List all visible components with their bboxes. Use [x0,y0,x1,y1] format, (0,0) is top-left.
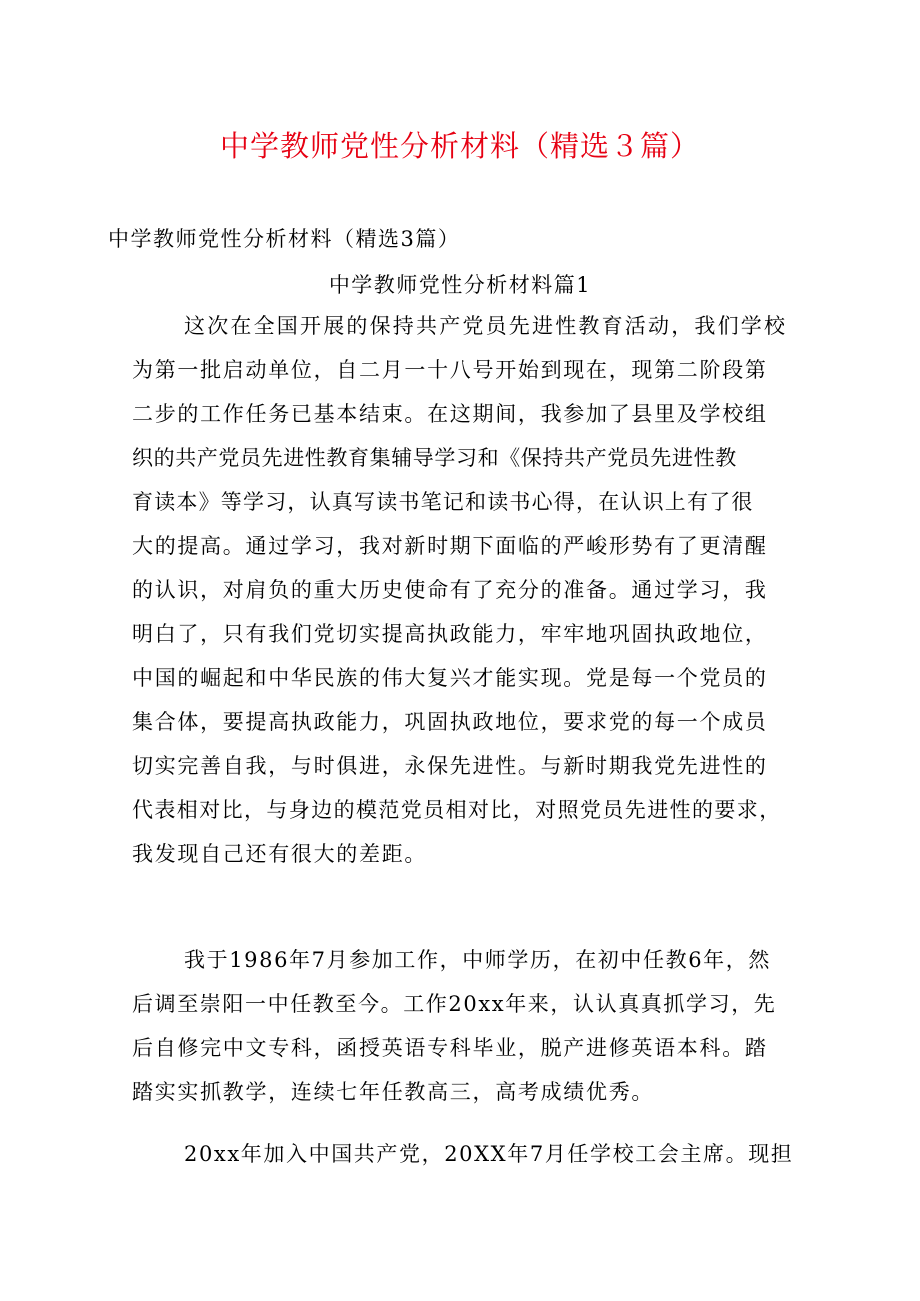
document-subtitle: 中学教师党性分析材料（精选3篇） [108,227,461,251]
paragraph-line: 踏实实抓教学，连续七年任教高三，高考成绩优秀。 [132,1080,655,1104]
paragraph-line: 20xx年加入中国共产党，20XX年7月任学校工会主席。现担 [184,1142,794,1166]
document-title: 中学教师党性分析材料（精选３篇） [219,129,700,163]
paragraph-line: 二步的工作任务已基本结束。在这期间，我参加了县里及学校组 [132,402,768,426]
paragraph-line: 为第一批启动单位，自二月一十八号开始到现在，现第二阶段第 [132,358,768,382]
paragraph-line: 切实完善自我，与时俱进，永保先进性。与新时期我党先进性的 [132,754,768,778]
paragraph-line: 我发现自己还有很大的差距。 [132,842,428,866]
paragraph-line: 织的共产党员先进性教育集辅导学习和《保持共产党员先进性教 [132,446,737,470]
paragraph-line: 后调至崇阳一中任教至今。工作20xx年来，认认真真抓学习，先 [132,992,777,1016]
section-heading: 中学教师党性分析材料篇1 [328,273,592,297]
paragraph-line: 中国的崛起和中华民族的伟大复兴才能实现。党是每一个党员的 [132,666,768,690]
paragraph-line: 我于1986年7月参加工作，中师学历，在初中任教6年，然 [184,948,771,972]
paragraph-line: 明白了，只有我们党切实提高执政能力，牢牢地巩固执政地位， [132,622,768,646]
paragraph-line: 育读本》等学习，认真写读书笔记和读书心得，在认识上有了很 [132,490,754,514]
paragraph-line: 大的提高。通过学习，我对新时期下面临的严峻形势有了更清醒 [132,534,768,558]
paragraph-line: 的认识，对肩负的重大历史使命有了充分的准备。通过学习，我 [132,578,768,602]
paragraph-line: 后自修完中文专科，函授英语专科毕业，脱产进修英语本科。踏 [132,1036,768,1060]
paragraph-line: 集合体，要提高执政能力，巩固执政地位，要求党的每一个成员 [132,710,768,734]
paragraph-line: 这次在全国开展的保持共产党员先进性教育活动，我们学校 [184,314,788,338]
paragraph-line: 代表相对比，与身边的模范党员相对比，对照党员先进性的要求， [132,798,782,822]
